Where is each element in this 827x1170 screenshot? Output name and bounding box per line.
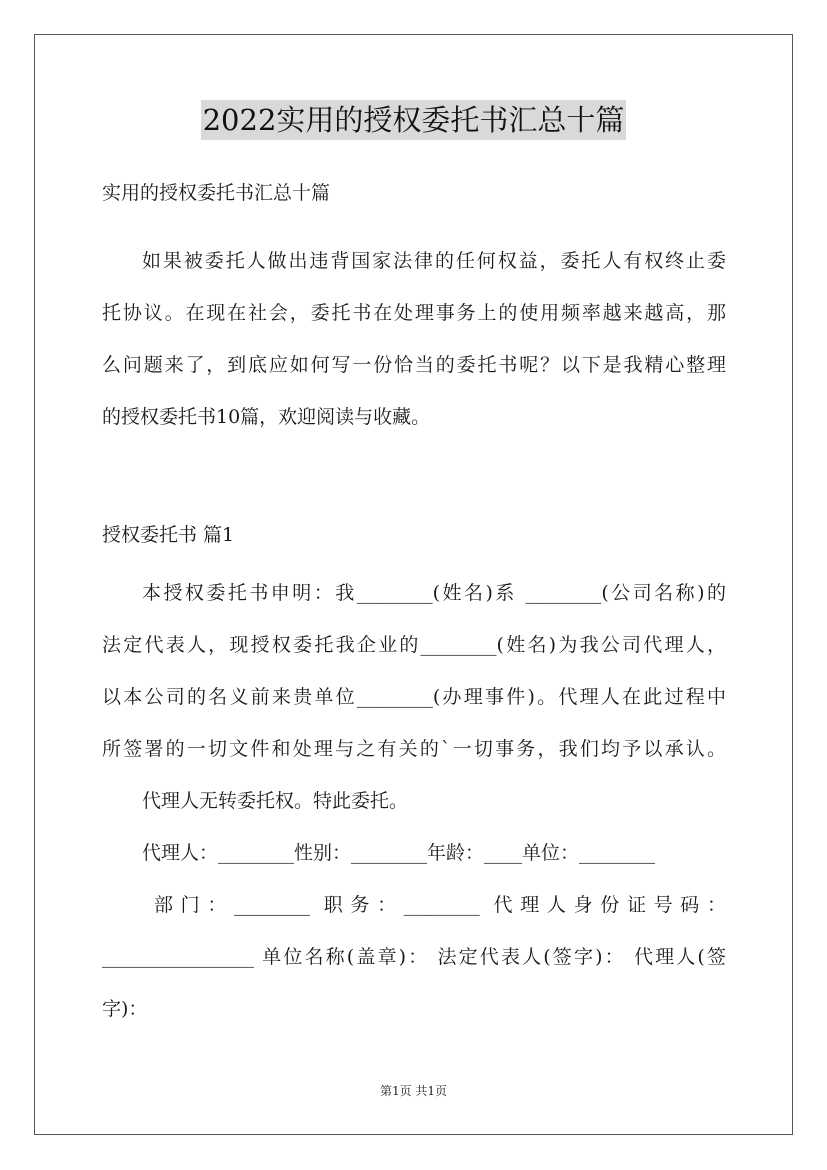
no-transfer-line: 代理人无转委托权。特此委托。 <box>142 790 409 812</box>
intro-line: 么问题来了，到底应如何写一份恰当的委托书呢？以下是我精心整理 <box>102 354 726 376</box>
body-line: 所签署的一切文件和处理与之有关的`一切事务，我们均予以承认。 <box>102 738 726 760</box>
intro-line: 如果被委托人做出违背国家法律的任何权益，委托人有权终止委 <box>142 250 726 272</box>
intro-paragraph <box>102 235 726 443</box>
body-paragraph <box>102 567 726 775</box>
document-body <box>102 173 726 1035</box>
body-line: 法定代表人，现授权委托我企业的________(姓名)为我公司代理人， <box>102 634 726 656</box>
dept-line: 部门：________ 职务：________ 代理人身份证号码： <box>154 894 726 916</box>
section-heading: 授权委托书 篇1 <box>102 524 235 546</box>
document-subtitle: 实用的授权委托书汇总十篇 <box>102 182 331 204</box>
signature-line-end: 字)： <box>102 998 148 1020</box>
intro-line: 的授权委托书10篇，欢迎阅读与收藏。 <box>102 406 431 428</box>
document-title: 2022实用的授权委托书汇总十篇 <box>201 100 627 140</box>
page-footer: 第1页 共1页 <box>379 1084 448 1098</box>
title-container <box>0 100 827 140</box>
signature-line: ________________ 单位名称(盖章)： 法定代表人(签字)： 代理人(签 <box>102 946 726 968</box>
agent-info-line: 代理人：________性别：________年龄：____单位：________ <box>142 842 656 864</box>
body-line: 本授权委托书申明：我________(姓名)系 ________(公司名称)的 <box>142 582 726 604</box>
intro-line: 托协议。在现在社会，委托书在处理事务上的使用频率越来越高，那 <box>102 302 726 324</box>
body-line: 以本公司的名义前来贵单位________(办理事件)。代理人在此过程中 <box>102 686 726 708</box>
